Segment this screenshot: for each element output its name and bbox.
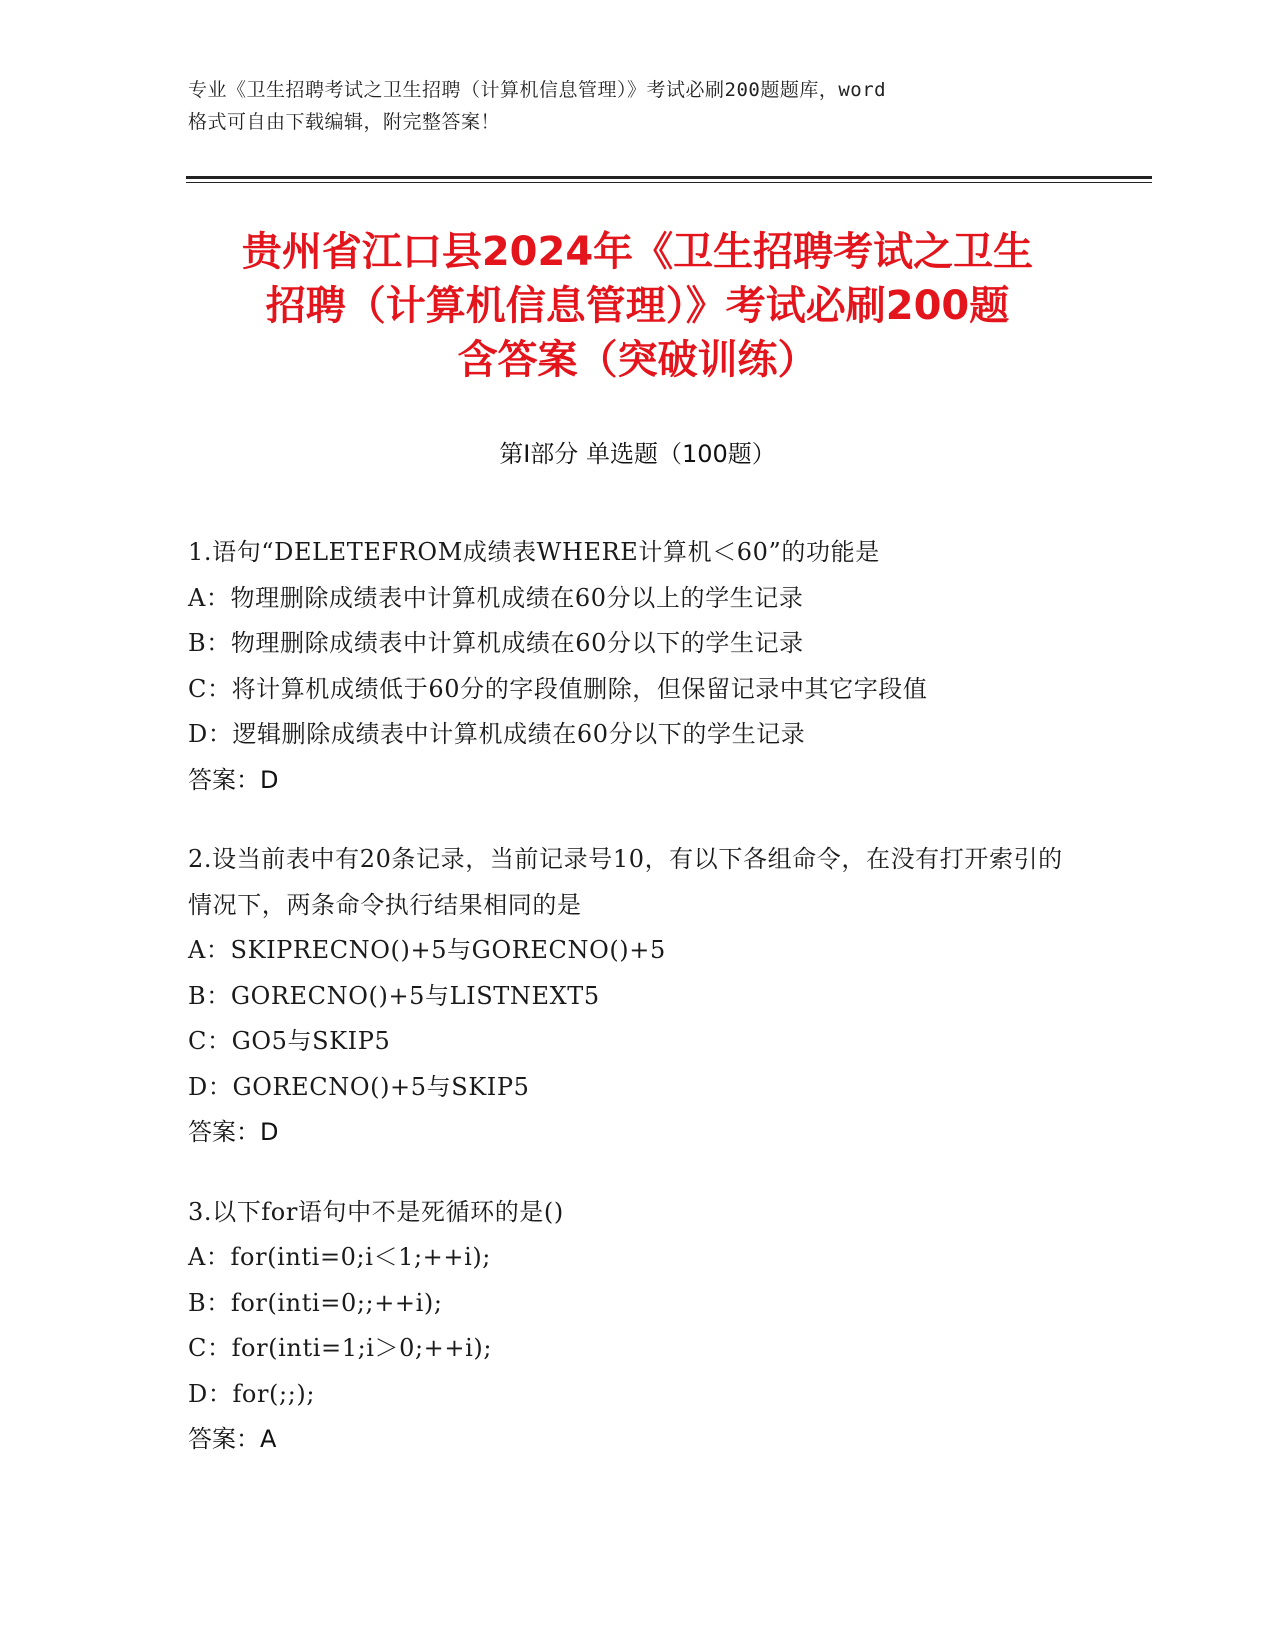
section-heading: 第I部分 单选题（100题） <box>499 440 776 468</box>
question-stem: 1.语句“DELETEFROM成绩表WHERE计算机＜60”的功能是 <box>188 538 880 566</box>
header-divider-thin <box>186 182 1152 183</box>
option-c: C：for(inti=1;i＞0;++i); <box>188 1334 493 1362</box>
question-stem: 2.设当前表中有20条记录，当前记录号10，有以下各组命令，在没有打开索引的情况下，两条命令执行结果相同的是 <box>188 845 1063 919</box>
answer: 答案：D <box>188 1118 279 1146</box>
title-line-3: 含答案（突破训练） <box>457 337 818 383</box>
option-a: A：SKIPRECNO()+5与GORECNO()+5 <box>188 936 666 964</box>
option-d: D：GORECNO()+5与SKIP5 <box>188 1072 530 1101</box>
question-1 <box>188 530 1088 803</box>
answer: 答案：D <box>188 765 279 794</box>
question-3 <box>188 1190 1088 1463</box>
title-line-2: 招聘（计算机信息管理）》考试必刷200题 <box>265 283 1010 329</box>
option-b: B：GORECNO()+5与LISTNEXT5 <box>188 981 600 1010</box>
header-note-line-1: 专业《卫生招聘考试之卫生招聘（计算机信息管理）》考试必刷200题题库，word <box>188 79 887 101</box>
header-note <box>188 74 1088 138</box>
question-2 <box>188 837 1088 1156</box>
option-b: B：for(inti=0;;++i); <box>188 1288 443 1317</box>
answer: 答案：A <box>188 1425 277 1453</box>
option-a: A：物理删除成绩表中计算机成绩在60分以上的学生记录 <box>188 583 804 612</box>
option-a: A：for(inti=0;i＜1;++i); <box>188 1243 491 1271</box>
option-b: B：物理删除成绩表中计算机成绩在60分以下的学生记录 <box>188 629 804 657</box>
header-divider-thick <box>186 176 1152 179</box>
option-c: C：将计算机成绩低于60分的字段值删除，但保留记录中其它字段值 <box>188 674 928 703</box>
question-stem: 3.以下for语句中不是死循环的是() <box>188 1197 564 1226</box>
option-c: C：GO5与SKIP5 <box>188 1027 391 1055</box>
header-note-line-2: 格式可自由下载编辑，附完整答案！ <box>188 111 501 133</box>
option-d: D：for(;;); <box>188 1379 316 1408</box>
title-line-1: 贵州省江口县2024年《卫生招聘考试之卫生 <box>241 229 1034 275</box>
option-d: D：逻辑删除成绩表中计算机成绩在60分以下的学生记录 <box>188 720 806 748</box>
question-list <box>188 530 1088 1497</box>
document-title <box>180 225 1095 387</box>
